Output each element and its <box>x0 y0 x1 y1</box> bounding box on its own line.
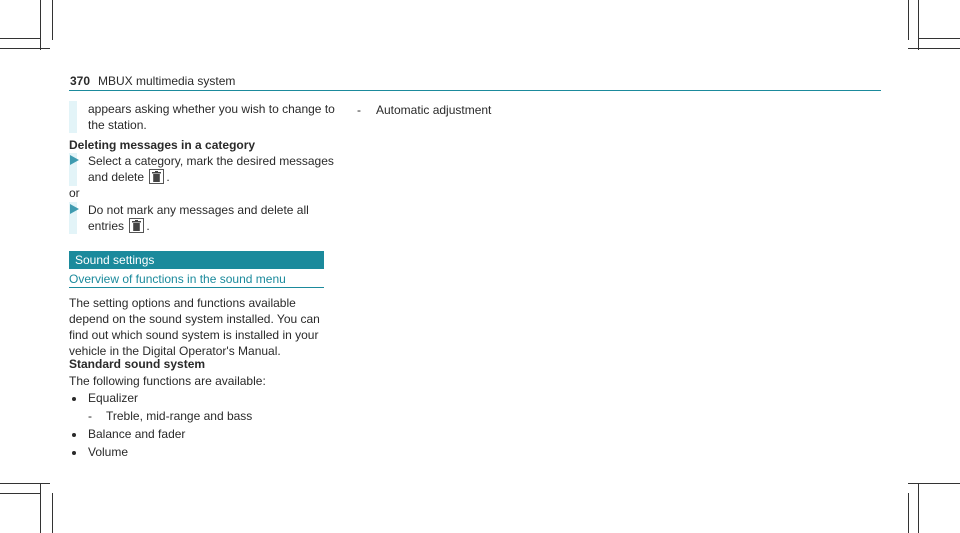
page-title: MBUX multimedia system <box>98 74 236 88</box>
delete-heading: Deleting messages in a category <box>69 138 256 152</box>
crop-mark <box>0 38 40 39</box>
paragraph-line: find out which sound system is installed in your <box>69 328 319 342</box>
paragraph-line: vehicle in the Digital Operator's Manual. <box>69 344 281 358</box>
crop-mark <box>40 0 41 50</box>
step-text-line <box>88 169 170 185</box>
bullet <box>72 451 76 455</box>
functions-intro: The following functions are available: <box>69 374 266 388</box>
header-rule <box>69 90 881 91</box>
trash-icon <box>129 218 144 233</box>
crop-mark <box>52 0 53 40</box>
crop-mark <box>908 493 909 533</box>
list-item: Volume <box>88 445 129 459</box>
overview-rule <box>69 287 324 288</box>
list-item: Balance and fader <box>88 427 186 441</box>
step-text-line: Select a category, mark the desired messages <box>88 154 334 168</box>
page-number: 370 <box>70 74 91 88</box>
step-text-line <box>88 218 150 234</box>
crop-mark <box>918 0 919 50</box>
crop-mark <box>0 48 50 49</box>
sub-dash: - <box>88 409 92 423</box>
section-banner-title: Sound settings <box>75 253 155 267</box>
step-text-end: . <box>166 170 170 184</box>
crop-mark <box>40 483 41 533</box>
step-text: entries <box>88 219 125 233</box>
step-text-end: . <box>146 219 150 233</box>
paragraph-line: depend on the sound system installed. You can <box>69 312 320 326</box>
list-subitem: Treble, mid-range and bass <box>106 409 253 423</box>
highlight-strip <box>69 101 77 133</box>
sub-dash: - <box>357 103 361 117</box>
or-text: or <box>69 186 80 200</box>
trash-icon <box>149 169 164 184</box>
section-banner <box>69 251 324 269</box>
step-text-line: Do not mark any messages and delete all <box>88 203 309 217</box>
intro-text-line: the station. <box>88 118 147 132</box>
intro-text-line: appears asking whether you wish to change to <box>88 102 335 116</box>
paragraph-line: The setting options and functions available <box>69 296 296 310</box>
overview-heading: Overview of functions in the sound menu <box>69 272 286 286</box>
right-item: Automatic adjustment <box>376 103 492 117</box>
bullet <box>72 433 76 437</box>
crop-mark <box>52 493 53 533</box>
list-item: Equalizer <box>88 391 139 405</box>
crop-mark <box>918 483 919 533</box>
crop-mark <box>908 483 960 484</box>
standard-heading: Standard sound system <box>69 357 206 371</box>
crop-mark <box>0 483 50 484</box>
crop-mark <box>918 38 960 39</box>
bullet <box>72 397 76 401</box>
play-arrow-icon <box>70 155 79 165</box>
crop-mark <box>908 48 960 49</box>
crop-mark <box>0 493 40 494</box>
step-text: and delete <box>88 170 145 184</box>
crop-mark <box>908 0 909 40</box>
play-arrow-icon <box>70 204 79 214</box>
